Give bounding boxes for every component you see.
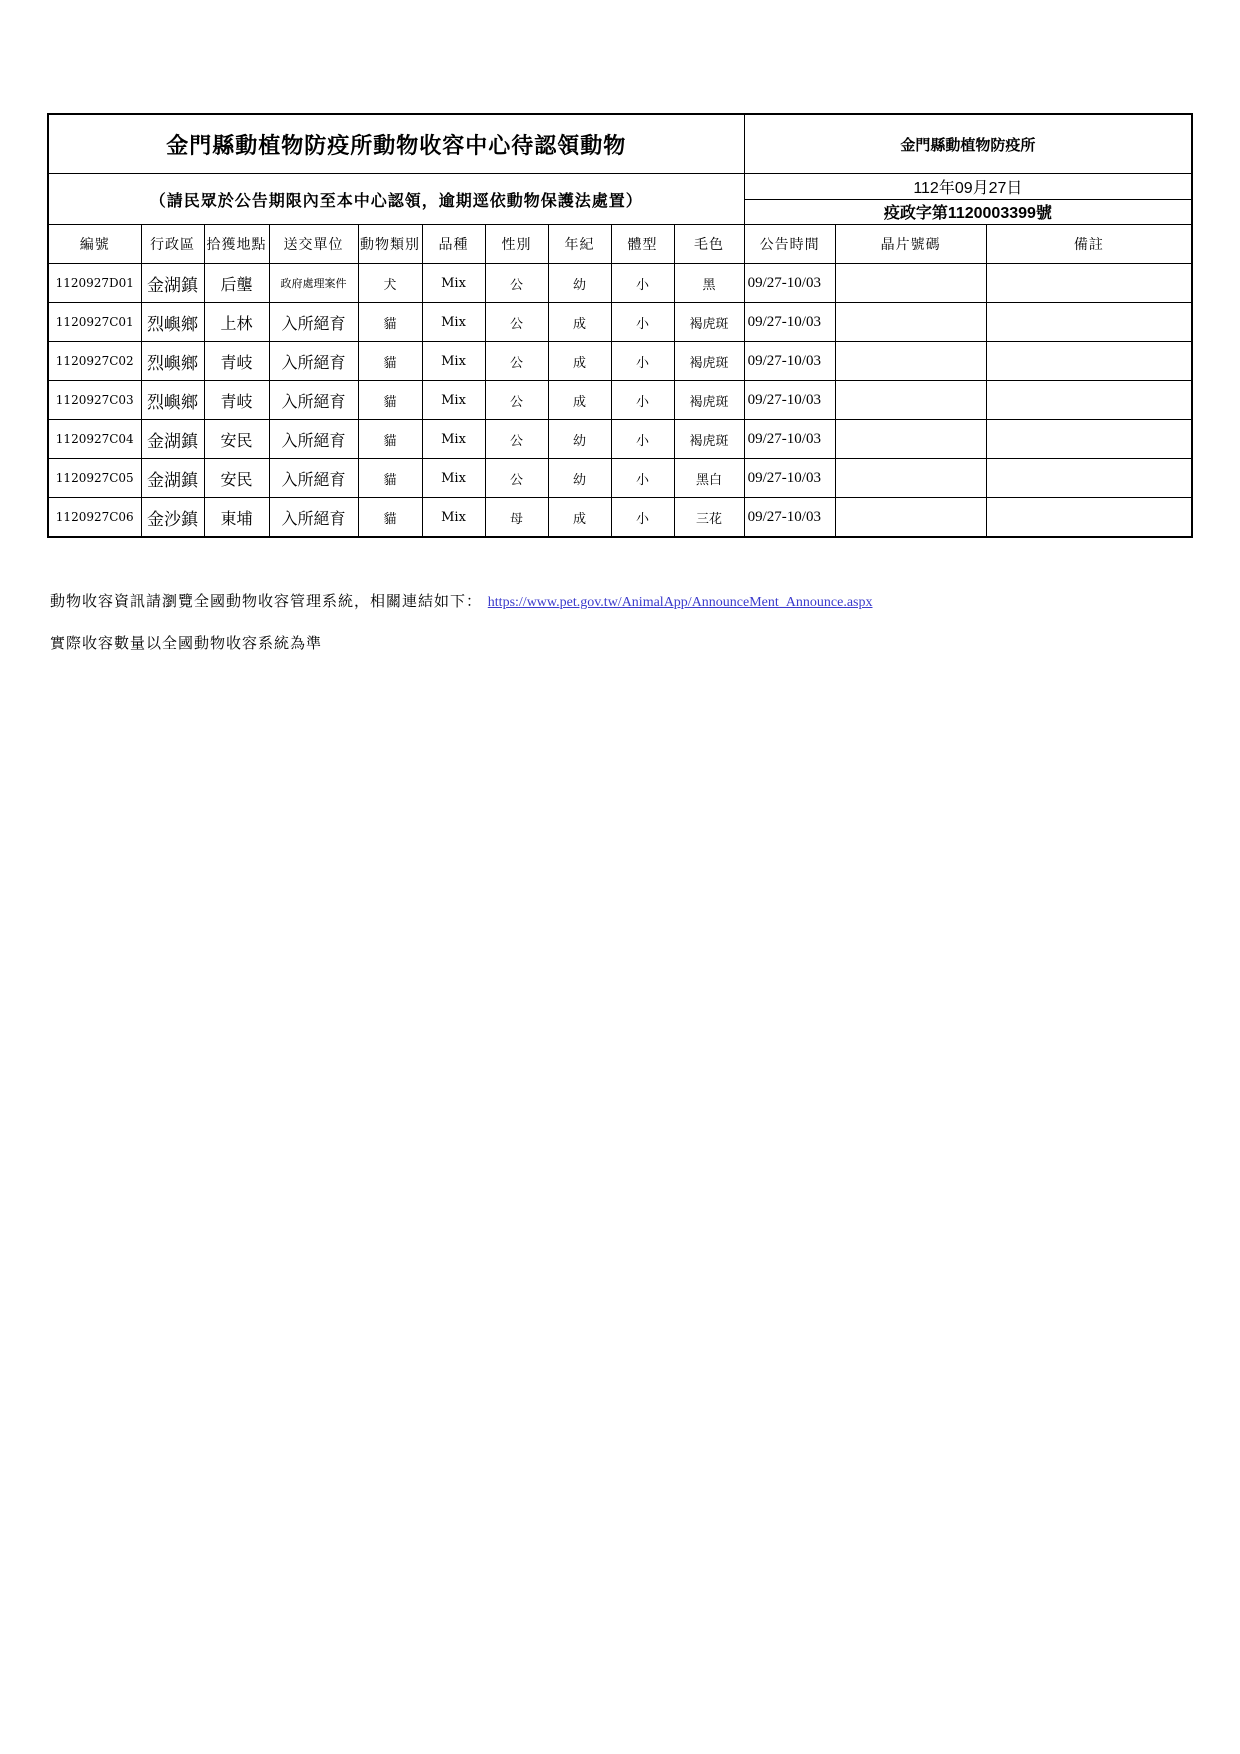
cell-type: 貓 xyxy=(358,420,422,459)
cell-unit: 入所絕育 xyxy=(269,303,358,342)
cell-size: 小 xyxy=(611,303,674,342)
cell-sex: 公 xyxy=(485,303,548,342)
col-header-unit: 送交單位 xyxy=(269,225,358,264)
cell-location: 后壟 xyxy=(204,264,269,303)
cell-age: 成 xyxy=(548,342,611,381)
cell-type: 貓 xyxy=(358,498,422,538)
cell-type: 貓 xyxy=(358,342,422,381)
cell-id: 1120927C05 xyxy=(48,459,141,498)
cell-sex: 公 xyxy=(485,381,548,420)
cell-breed: Mix xyxy=(422,303,485,342)
cell-chip xyxy=(835,498,986,538)
cell-district: 金湖鎮 xyxy=(141,420,204,459)
cell-remark xyxy=(986,420,1192,459)
cell-chip xyxy=(835,303,986,342)
cell-unit: 入所絕育 xyxy=(269,381,358,420)
cell-period: 09/27-10/03 xyxy=(744,381,835,420)
cell-id: 1120927C02 xyxy=(48,342,141,381)
cell-color: 褐虎斑 xyxy=(674,420,744,459)
cell-period: 09/27-10/03 xyxy=(744,264,835,303)
animal-notice-table xyxy=(47,113,1193,538)
cell-id: 1120927C01 xyxy=(48,303,141,342)
cell-age: 成 xyxy=(548,381,611,420)
cell-remark xyxy=(986,381,1192,420)
table-row xyxy=(48,381,1192,420)
cell-unit: 政府處理案件 xyxy=(269,264,358,303)
cell-breed: Mix xyxy=(422,264,485,303)
cell-chip xyxy=(835,420,986,459)
notice-date: 112年09月27日 xyxy=(744,174,1192,200)
document-number: 疫政字第1120003399號 xyxy=(744,199,1192,225)
cell-age: 幼 xyxy=(548,459,611,498)
table-row xyxy=(48,342,1192,381)
cell-size: 小 xyxy=(611,420,674,459)
cell-age: 幼 xyxy=(548,420,611,459)
cell-chip xyxy=(835,264,986,303)
table-row xyxy=(48,264,1192,303)
table-row xyxy=(48,420,1192,459)
cell-size: 小 xyxy=(611,264,674,303)
cell-location: 青岐 xyxy=(204,381,269,420)
cell-location: 安民 xyxy=(204,420,269,459)
cell-size: 小 xyxy=(611,498,674,538)
cell-district: 金湖鎮 xyxy=(141,459,204,498)
cell-unit: 入所絕育 xyxy=(269,342,358,381)
cell-location: 青岐 xyxy=(204,342,269,381)
footer-disclaimer: 實際收容數量以全國動物收容系統為準 xyxy=(50,634,323,652)
footer-info-text: 動物收容資訊請瀏覽全國動物收容管理系統，相關連結如下： xyxy=(50,592,483,610)
cell-location: 上林 xyxy=(204,303,269,342)
table-row xyxy=(48,459,1192,498)
cell-sex: 公 xyxy=(485,459,548,498)
col-header-sex: 性別 xyxy=(485,225,548,264)
column-header-row xyxy=(48,225,1192,264)
col-header-district: 行政區 xyxy=(141,225,204,264)
cell-sex: 公 xyxy=(485,264,548,303)
cell-sex: 公 xyxy=(485,342,548,381)
cell-type: 犬 xyxy=(358,264,422,303)
cell-remark xyxy=(986,342,1192,381)
col-header-size: 體型 xyxy=(611,225,674,264)
cell-id: 1120927D01 xyxy=(48,264,141,303)
cell-unit: 入所絕育 xyxy=(269,498,358,538)
cell-remark xyxy=(986,459,1192,498)
notice-instruction: （請民眾於公告期限內至本中心認領，逾期逕依動物保護法處置） xyxy=(48,174,744,225)
cell-size: 小 xyxy=(611,342,674,381)
cell-age: 成 xyxy=(548,303,611,342)
cell-remark xyxy=(986,264,1192,303)
cell-color: 褐虎斑 xyxy=(674,342,744,381)
cell-color: 褐虎斑 xyxy=(674,381,744,420)
agency-name: 金門縣動植物防疫所 xyxy=(744,114,1192,174)
cell-color: 黑白 xyxy=(674,459,744,498)
cell-district: 烈嶼鄉 xyxy=(141,381,204,420)
cell-district: 金湖鎮 xyxy=(141,264,204,303)
cell-district: 烈嶼鄉 xyxy=(141,342,204,381)
table-row xyxy=(48,498,1192,538)
cell-sex: 公 xyxy=(485,420,548,459)
cell-chip xyxy=(835,342,986,381)
cell-id: 1120927C03 xyxy=(48,381,141,420)
footer-info xyxy=(50,590,872,611)
col-header-remark: 備註 xyxy=(986,225,1192,264)
cell-id: 1120927C04 xyxy=(48,420,141,459)
cell-period: 09/27-10/03 xyxy=(744,459,835,498)
cell-type: 貓 xyxy=(358,381,422,420)
cell-type: 貓 xyxy=(358,303,422,342)
cell-age: 幼 xyxy=(548,264,611,303)
cell-district: 金沙鎮 xyxy=(141,498,204,538)
cell-unit: 入所絕育 xyxy=(269,420,358,459)
cell-district: 烈嶼鄉 xyxy=(141,303,204,342)
cell-location: 東埔 xyxy=(204,498,269,538)
cell-breed: Mix xyxy=(422,381,485,420)
col-header-type: 動物類別 xyxy=(358,225,422,264)
col-header-breed: 品種 xyxy=(422,225,485,264)
cell-breed: Mix xyxy=(422,420,485,459)
cell-period: 09/27-10/03 xyxy=(744,420,835,459)
cell-remark xyxy=(986,498,1192,538)
col-header-color: 毛色 xyxy=(674,225,744,264)
cell-period: 09/27-10/03 xyxy=(744,342,835,381)
table-row xyxy=(48,303,1192,342)
shelter-system-link[interactable]: https://www.pet.gov.tw/AnimalApp/AnnounceMent_Announce.aspx xyxy=(487,595,873,610)
cell-breed: Mix xyxy=(422,459,485,498)
cell-age: 成 xyxy=(548,498,611,538)
cell-period: 09/27-10/03 xyxy=(744,303,835,342)
cell-unit: 入所絕育 xyxy=(269,459,358,498)
cell-remark xyxy=(986,303,1192,342)
col-header-period: 公告時間 xyxy=(744,225,835,264)
cell-breed: Mix xyxy=(422,342,485,381)
cell-type: 貓 xyxy=(358,459,422,498)
cell-location: 安民 xyxy=(204,459,269,498)
cell-size: 小 xyxy=(611,381,674,420)
col-header-location: 拾獲地點 xyxy=(204,225,269,264)
cell-chip xyxy=(835,459,986,498)
cell-chip xyxy=(835,381,986,420)
cell-breed: Mix xyxy=(422,498,485,538)
document-title: 金門縣動植物防疫所動物收容中心待認領動物 xyxy=(48,114,744,174)
col-header-age: 年紀 xyxy=(548,225,611,264)
cell-color: 黑 xyxy=(674,264,744,303)
cell-sex: 母 xyxy=(485,498,548,538)
cell-size: 小 xyxy=(611,459,674,498)
col-header-chip: 晶片號碼 xyxy=(835,225,986,264)
cell-id: 1120927C06 xyxy=(48,498,141,538)
cell-period: 09/27-10/03 xyxy=(744,498,835,538)
cell-color: 褐虎斑 xyxy=(674,303,744,342)
col-header-id: 編號 xyxy=(48,225,141,264)
cell-color: 三花 xyxy=(674,498,744,538)
